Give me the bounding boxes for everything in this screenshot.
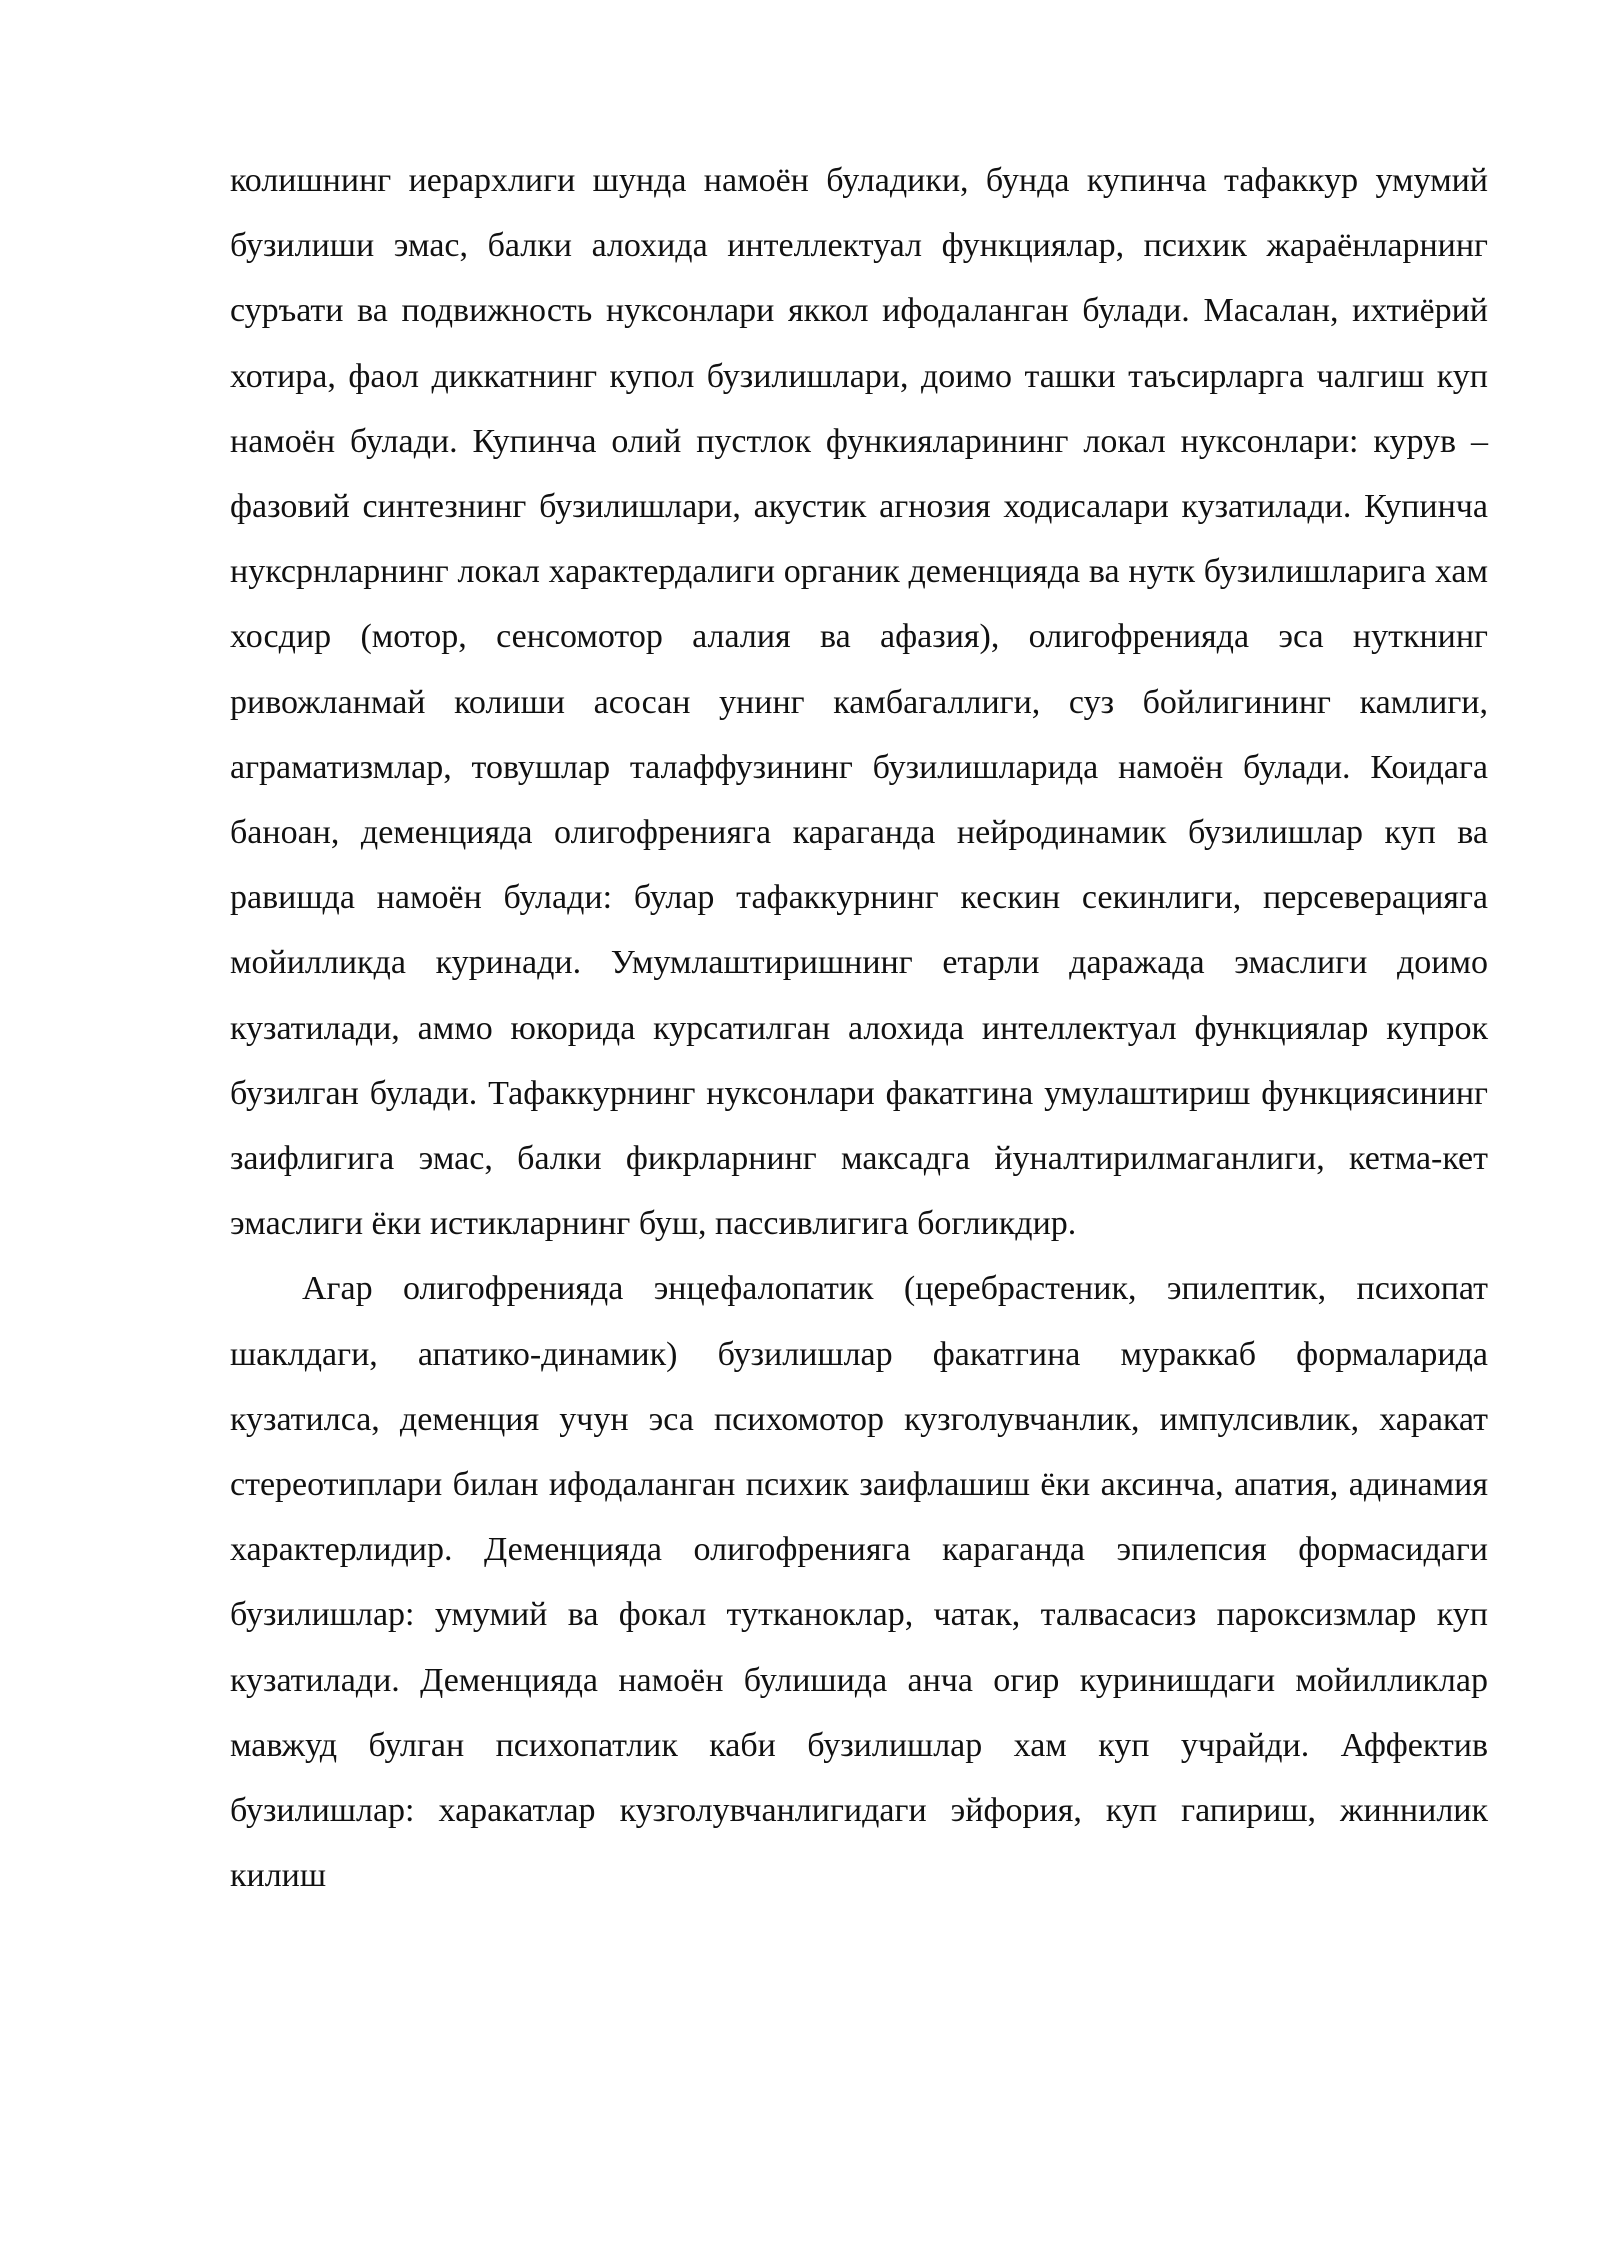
paragraph-2: Агар олигофренияда энцефалопатик (церебрастеник, эпилептик, психопат шаклдаги, апатико-динамик) бузилишлар факатгина мураккаб формаларида кузатилса, деменция учун эса психомотор кузголувчанлик, импулсивлик, харакат стереотиплари билан ифодаланган психик заифлашиш ёки аксинча, апатия, адинамия характерлидир. Деменцияда олигофренияга караганда эпилепсия формасидаги бузилишлар: умумий ва фокал тутканоклар, чатак, талвасасиз пароксизмлар куп кузатилади. Деменцияда намоён булишида анча огир куринишдаги мойилликлар мавжуд булган психопатлик каби бузилишлар хам куп учрайди. Аффектив бузилишлар: харакатлар кузголувчанлигидаги эйфория, куп гапириш, жиннилик килиш — [230, 1270, 1488, 1895]
paragraph-1: колишнинг иерархлиги шунда намоён буладики, бунда купинча тафаккур умумий бузилиши эмас, балки алохида интеллектуал функциялар, психик жараёнларнинг суръати ва подвижность нуксонлари яккол ифодаланган булади. Масалан, ихтиёрий хотира, фаол диккатнинг купол бузилишлари, доимо ташки таъсирларга чалгиш куп намоён булади. Купинча олий пустлок функияларининг локал нуксонлари: курув – фазовий синтезнинг бузилишлари, акустик агнозия ходисалари кузатилади. Купинча нуксрнларнинг локал характердалиги органик деменцияда ва нутк бузилишларига хам хосдир (мотор, сенсомотор алалия ва афазия), олигофренияда эса нуткнинг ривожланмай колиши асосан унинг камбагаллиги, суз бойлигининг камлиги, аграматизмлар, товушлар талаффузининг бузилишларида намоён булади. Коидага баноан, деменцияда олигофренияга караганда нейродинамик бузилишлар куп ва равишда намоён булади: булар тафаккурнинг кескин секинлиги, персеверацияга мойилликда куринади. Умумлаштиришнинг етарли даражада эмаслиги доимо кузатилади, аммо юкорида курсатилган алохида интеллектуал функциялар купрок бузилган булади. Тафаккурнинг нуксонлари факатгина умулаштириш функциясининг заифлигига эмас, балки фикрларнинг максадга йуналтирилмаганлиги, кетма-кет эмаслиги ёки истикларнинг буш, пассивлигига богликдир. — [230, 162, 1488, 1243]
document-body — [230, 148, 1488, 1908]
